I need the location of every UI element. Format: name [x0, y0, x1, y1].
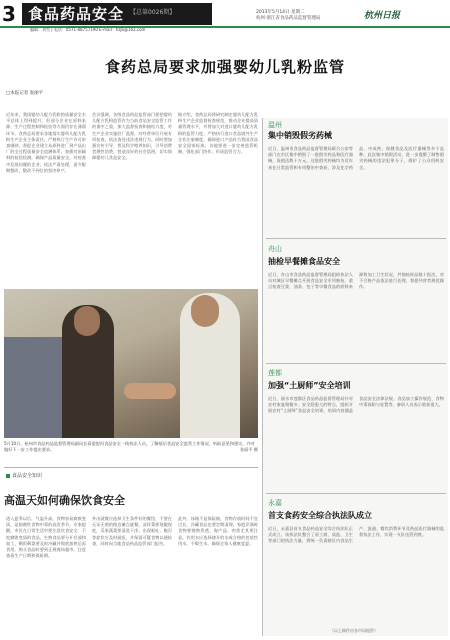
issue-date-main: 2013年5月14日 星期二 [256, 10, 305, 15]
knowledge-tag [6, 472, 42, 479]
issue-date [256, 10, 320, 22]
sidebar-item2-title: 抽检早餐摊食品安全 [268, 257, 340, 266]
sidebar-item1-body: 近日，温州市食品药品监督管理局联合公安等部门在市区集中销毁了一批假劣药品和医疗器械，货值达数十万元。这批假劣药械均为近年来在日常监管和专项整治中查获，涉及化学药品、中成药、保健食品及医疗器械等多个品种。此次集中销毁活动，进一步震慑了制售假劣药械的违法犯罪分子，维护了公众用药安全。 [268, 146, 444, 170]
sidebar-item4-location: 永嘉 [268, 499, 282, 507]
issue-date-sub: 杭州·浙江省食品药品监督管理局 [256, 16, 321, 21]
main-body-col3: 据介绍，食药总局将研究制定婴幼儿配方乳粉生产企业监督检查规范，推动企业提高质量管理水平，并将加大对进口婴幼儿配方乳粉的监管力度，严格执行进口食品境外生产企业注册制度，确保进口产品符合我国食品安全国家标准。各地要进一步完善监管机制，强化部门协作，形成监管合力。 [178, 112, 258, 155]
sidebar-item4-title: 首支食药安全综合执法队成立 [268, 511, 372, 520]
sidebar-item2-location: 舟山 [268, 245, 282, 253]
sidebar-rule-1 [266, 238, 446, 239]
main-headline: 食药总局要求加强婴幼儿乳粉监管 [104, 58, 345, 76]
sidebar-footnote: （以上稿件由各市局提供） [330, 628, 378, 633]
photo-caption-text: 5月10日，杭州市食品药品监督管理局副局长看望慰问食品安全一线执法人员，了解基层食品安全监管工作情况，听取意见和建议，并对做好下一步工作提出要求。 [4, 441, 255, 452]
sidebar-item3-body: 近日，丽水市莲都区食品药品监督管理局针对农村家宴聚餐多、安全隐患大的特点，组织开展农村“土厨师”食品安全培训，培训内容涵盖食品安全法律法规、食品加工操作规范、食物中毒预防与处置等，参训人员表示收获很大。 [268, 396, 444, 414]
second-body-a: 进入夏季以后，气温升高，食物容易腐败变质，是细菌性食物中毒的高发季节。专家提醒，市民在日常生活中要注意饮食安全：不吃腐败变质的食品，生熟食品要分开存放和加工，剩饭剩菜要及时冷藏并彻底加热后再食用。购买食品时要到正规商场超市，注意查看生产日期和保质期。 [6, 516, 86, 559]
section-separator [4, 467, 258, 468]
section-sub: 【总第0026期】 [130, 9, 176, 16]
photo-handshake [124, 383, 176, 399]
sidebar-rule-2 [266, 363, 446, 364]
tag-square-icon [6, 474, 10, 478]
photo-head-left [74, 306, 100, 336]
sidebar-rule-3 [266, 493, 446, 494]
section-title: 食品药品安全 [22, 3, 212, 25]
sidebar-item1-title: 集中销毁假劣药械 [268, 131, 332, 140]
knowledge-tag-label: 食品安全知识 [12, 473, 43, 479]
editor-info: 编辑：刘雪 | 电话：0571-88757190 E-mail：hzjb@163.com [30, 27, 146, 32]
sidebar-item1-location: 温州 [268, 121, 282, 129]
sidebar-item3-title: 加强“土厨师”安全培训 [268, 381, 351, 390]
sidebar-item2-body: 近日，舟山市食品药品监督管理局组织执法人员对城区早餐摊点开展食品安全专项抽检，重点检查豆浆、油条、包子等早餐食品的原料来源和加工卫生状况，共抽检样品数十批次，对不合格产品依法进行处理，督促经营者规范操作。 [268, 272, 444, 290]
main-byline: □本报记者 张丽平 [6, 91, 44, 96]
page-header [0, 0, 450, 32]
photo-head-right [191, 295, 219, 327]
photo-background-figure [4, 337, 64, 438]
news-photo [4, 289, 258, 438]
photo-credit: 张丽平 摄 [239, 447, 258, 452]
second-headline: 高温天如何确保饮食安全 [4, 494, 125, 507]
sidebar-item3-location: 莲都 [268, 369, 282, 377]
sidebar-item4-body: 近日，永嘉县首支食品药品安全综合执法队正式成立，该执法队整合了原工商、质监、卫生等部门的执法力量，将统一负责辖区内食品生产、流通、餐饮消费环节及药品医疗器械的监督执法工作，实现一支队伍管到底。 [268, 526, 444, 544]
main-body-col1: 近年来，我国婴幼儿配方乳粉的质量安全水平总体上得到提升，但部分企业在原料来源、生产过程控制和检验等方面仍存在薄弱环节。食药总局要求各地落实婴幼儿配方乳粉生产企业主体责任，严格执行生产许可审查细则，督促企业建立从原料进厂到产品出厂的全过程质量安全追溯体系，加强对原辅料的检验检测，确保产品质量安全。对检查中发现问题的企业，依法严肃处理，责令限期整改，整改不到位的坚决停产。 [6, 112, 86, 173]
photo-caption [4, 441, 258, 453]
page-number: 3 [2, 3, 18, 25]
main-body-col2: 会议强调，各级食品药品监管部门要把婴幼儿配方乳粉监管作为当前食品安全监管工作的重中之重，加大监督检查和抽检力度，对生产企业实施驻厂监督，对经营单位开展专项检查，依法查处违法违规行为。同时要加强宣传引导，普及科学喂养知识，引导消费者理性消费，营造良好的社会氛围，切实保障婴幼儿食品安全。 [92, 112, 172, 161]
newspaper-logo: 杭州日报 [364, 11, 401, 21]
second-body-b: 外出就餐应选择卫生条件好的餐馆，不要在无证无照的路边摊点就餐。凉拌菜要现做现吃，瓜果蔬菜要清洗干净。出现呕吐、腹泻等症状应及时就医，并保留可疑食物以便检查，同时向当地食品药品监管部门报告。 [92, 516, 172, 546]
sidebar-divider [262, 118, 263, 636]
second-body-c: 此外，冰箱不是保险箱，食物存放时间不宜过长，冷藏食品也要定期清理。家庭烹调时食物要烧熟煮透，海产品、肉类尤其要注意。饮用水应选择烧开的水或合格的包装饮用水，不喝生水，确保全家人健康度夏。 [178, 516, 258, 546]
